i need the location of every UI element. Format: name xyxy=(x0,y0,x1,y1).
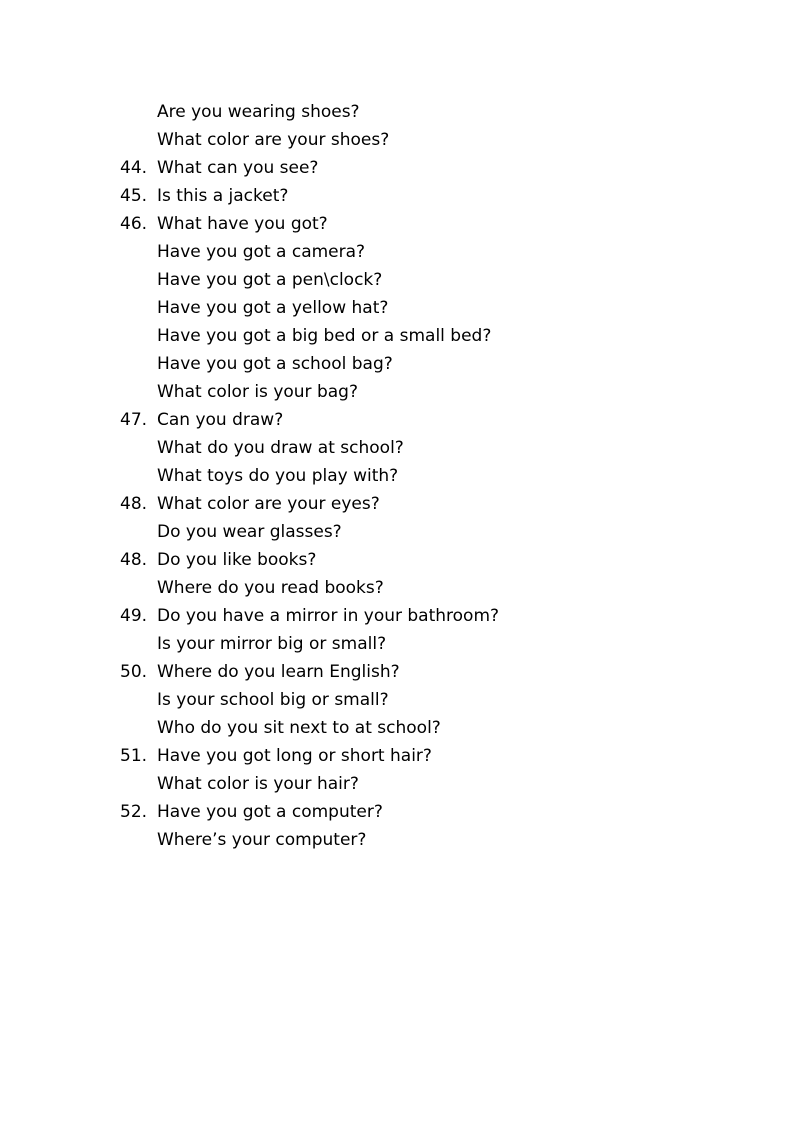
question-text: Have you got a school bag? xyxy=(157,354,393,374)
question-text: Have you got long or short hair? xyxy=(157,746,432,766)
question-text: Have you got a computer? xyxy=(157,802,383,822)
sub-question-line xyxy=(120,826,720,854)
question-text: Where do you read books? xyxy=(157,578,384,598)
question-number: 52. xyxy=(120,802,148,822)
sub-question-line xyxy=(120,630,720,658)
question-number: 50. xyxy=(120,662,148,682)
question-text: Do you like books? xyxy=(157,550,317,570)
question-number: 47. xyxy=(120,410,148,430)
sub-question-line xyxy=(120,434,720,462)
numbered-question-line xyxy=(120,406,720,434)
question-number: 46. xyxy=(120,214,148,234)
question-text: Is your school big or small? xyxy=(157,690,389,710)
question-text: Have you got a yellow hat? xyxy=(157,298,389,318)
sub-question-line xyxy=(120,378,720,406)
question-text: Are you wearing shoes? xyxy=(157,102,360,122)
question-text: Do you have a mirror in your bathroom? xyxy=(157,606,500,626)
sub-question-line xyxy=(120,126,720,154)
question-text: Have you got a big bed or a small bed? xyxy=(157,326,492,346)
sub-question-line xyxy=(120,294,720,322)
numbered-question-line xyxy=(120,546,720,574)
question-number: 48. xyxy=(120,494,148,514)
numbered-question-line xyxy=(120,182,720,210)
question-text: Is this a jacket? xyxy=(157,186,289,206)
question-text: What color is your bag? xyxy=(157,382,358,402)
numbered-question-line xyxy=(120,602,720,630)
numbered-question-line xyxy=(120,210,720,238)
numbered-question-line xyxy=(120,742,720,770)
sub-question-line xyxy=(120,518,720,546)
question-number: 44. xyxy=(120,158,148,178)
question-text: What have you got? xyxy=(157,214,328,234)
question-text: What color are your shoes? xyxy=(157,130,390,150)
question-text: Can you draw? xyxy=(157,410,284,430)
numbered-question-line xyxy=(120,490,720,518)
sub-question-line xyxy=(120,322,720,350)
sub-question-line xyxy=(120,686,720,714)
question-text: What can you see? xyxy=(157,158,319,178)
sub-question-line xyxy=(120,462,720,490)
sub-question-line xyxy=(120,98,720,126)
question-text: Is your mirror big or small? xyxy=(157,634,387,654)
question-text: What toys do you play with? xyxy=(157,466,399,486)
question-text: Who do you sit next to at school? xyxy=(157,718,441,738)
sub-question-line xyxy=(120,770,720,798)
numbered-question-line xyxy=(120,798,720,826)
question-text: Where do you learn English? xyxy=(157,662,400,682)
question-text: What color are your eyes? xyxy=(157,494,380,514)
numbered-question-line xyxy=(120,658,720,686)
question-list xyxy=(120,98,720,854)
sub-question-line xyxy=(120,238,720,266)
question-number: 49. xyxy=(120,606,148,626)
sub-question-line xyxy=(120,266,720,294)
question-text: What do you draw at school? xyxy=(157,438,404,458)
question-number: 45. xyxy=(120,186,148,206)
question-text: Have you got a pen\clock? xyxy=(157,270,383,290)
question-text: Have you got a camera? xyxy=(157,242,366,262)
question-number: 51. xyxy=(120,746,148,766)
question-text: Do you wear glasses? xyxy=(157,522,342,542)
sub-question-line xyxy=(120,714,720,742)
numbered-question-line xyxy=(120,154,720,182)
question-number: 48. xyxy=(120,550,148,570)
sub-question-line xyxy=(120,574,720,602)
question-text: Where’s your computer? xyxy=(157,830,367,850)
question-text: What color is your hair? xyxy=(157,774,359,794)
sub-question-line xyxy=(120,350,720,378)
